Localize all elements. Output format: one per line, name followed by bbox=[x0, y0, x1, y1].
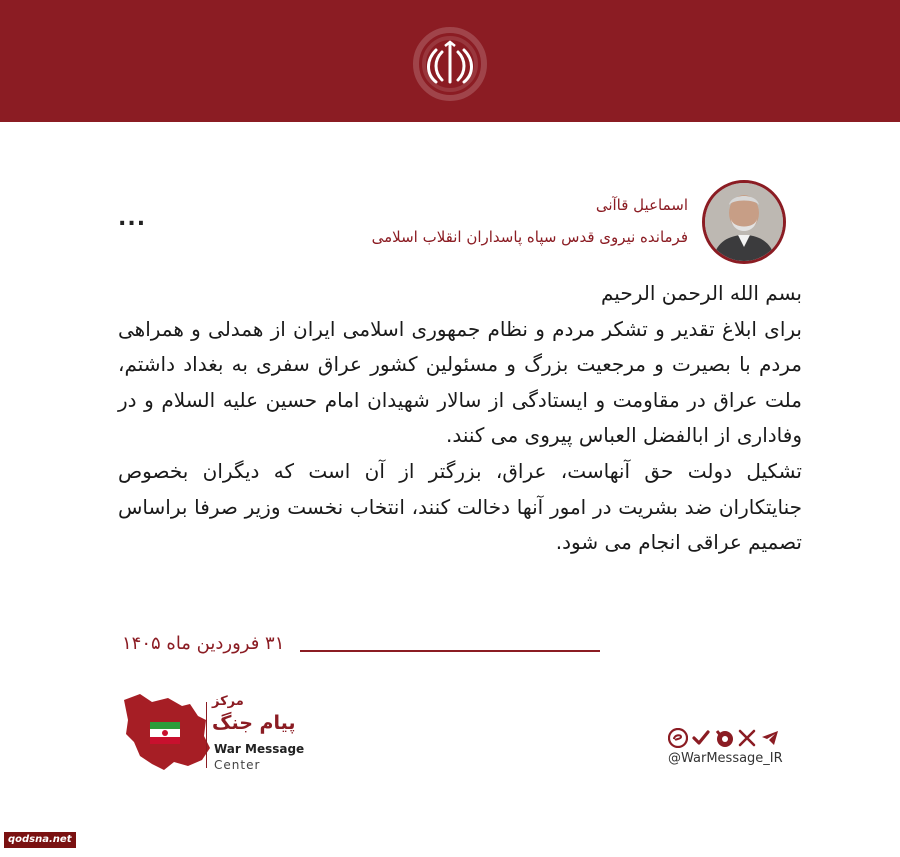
site-watermark: qodsna.net bbox=[4, 832, 76, 848]
author-title: فرمانده نیروی قدس سپاه پاسداران انقلاب اسلامی bbox=[371, 228, 688, 246]
brand-divider bbox=[206, 702, 207, 768]
post-date-row bbox=[122, 633, 542, 663]
portrait-image bbox=[705, 183, 783, 261]
avatar bbox=[702, 180, 786, 264]
brand-name-arabic-top: مرکز bbox=[212, 694, 244, 709]
body-paragraph: برای ابلاغ تقدیر و تشکر مردم و نظام جمهوری اسلامی ایران از همدلی و همراهی مردم با بصیرت و مرجعیت بزرگ و مسئولین کشور عراق سفری به بغداد داشتم، ملت عراق در مقاومت و ایستادگی از سالار شهیدان امام حسین علیه السلام و در وفاداری از ابالفضل العباس پیروی می کنند. bbox=[118, 316, 802, 448]
post-body bbox=[118, 276, 802, 561]
date-divider bbox=[300, 650, 600, 652]
post-date: ۳۱ فروردین ماه ۱۴۰۵ bbox=[122, 633, 285, 654]
body-paragraph: بسم الله الرحمن الرحیم bbox=[600, 281, 802, 305]
bale-icon[interactable] bbox=[714, 728, 734, 748]
iran-map-logo-icon bbox=[118, 690, 214, 774]
header-banner bbox=[0, 0, 900, 122]
brand-name-english: War Message bbox=[214, 742, 305, 756]
x-icon[interactable] bbox=[737, 728, 757, 748]
social-handle[interactable]: @WarMessage_IR bbox=[668, 751, 783, 766]
body-paragraph: تشکیل دولت حق آنهاست، عراق، بزرگتر از آن است که دیگران بخصوص جنایتکاران ضد بشریت در امور آنها دخالت کنند، انتخاب نخست وزیر صرفا براساس تصمیم عراقی انجام می شود. bbox=[118, 458, 802, 555]
footer-strip bbox=[0, 824, 900, 857]
check-icon[interactable] bbox=[691, 728, 711, 748]
social-icons-row bbox=[668, 728, 780, 748]
brand-name-arabic: پیام جنگ bbox=[212, 712, 296, 734]
author-name[interactable]: اسماعیل قاآنی bbox=[595, 196, 688, 214]
brand-name-english-sub: Center bbox=[214, 758, 261, 772]
eitaa-icon[interactable] bbox=[668, 728, 688, 748]
telegram-icon[interactable] bbox=[760, 728, 780, 748]
iran-emblem-icon bbox=[412, 26, 488, 102]
more-options-button[interactable]: ... bbox=[118, 206, 147, 231]
